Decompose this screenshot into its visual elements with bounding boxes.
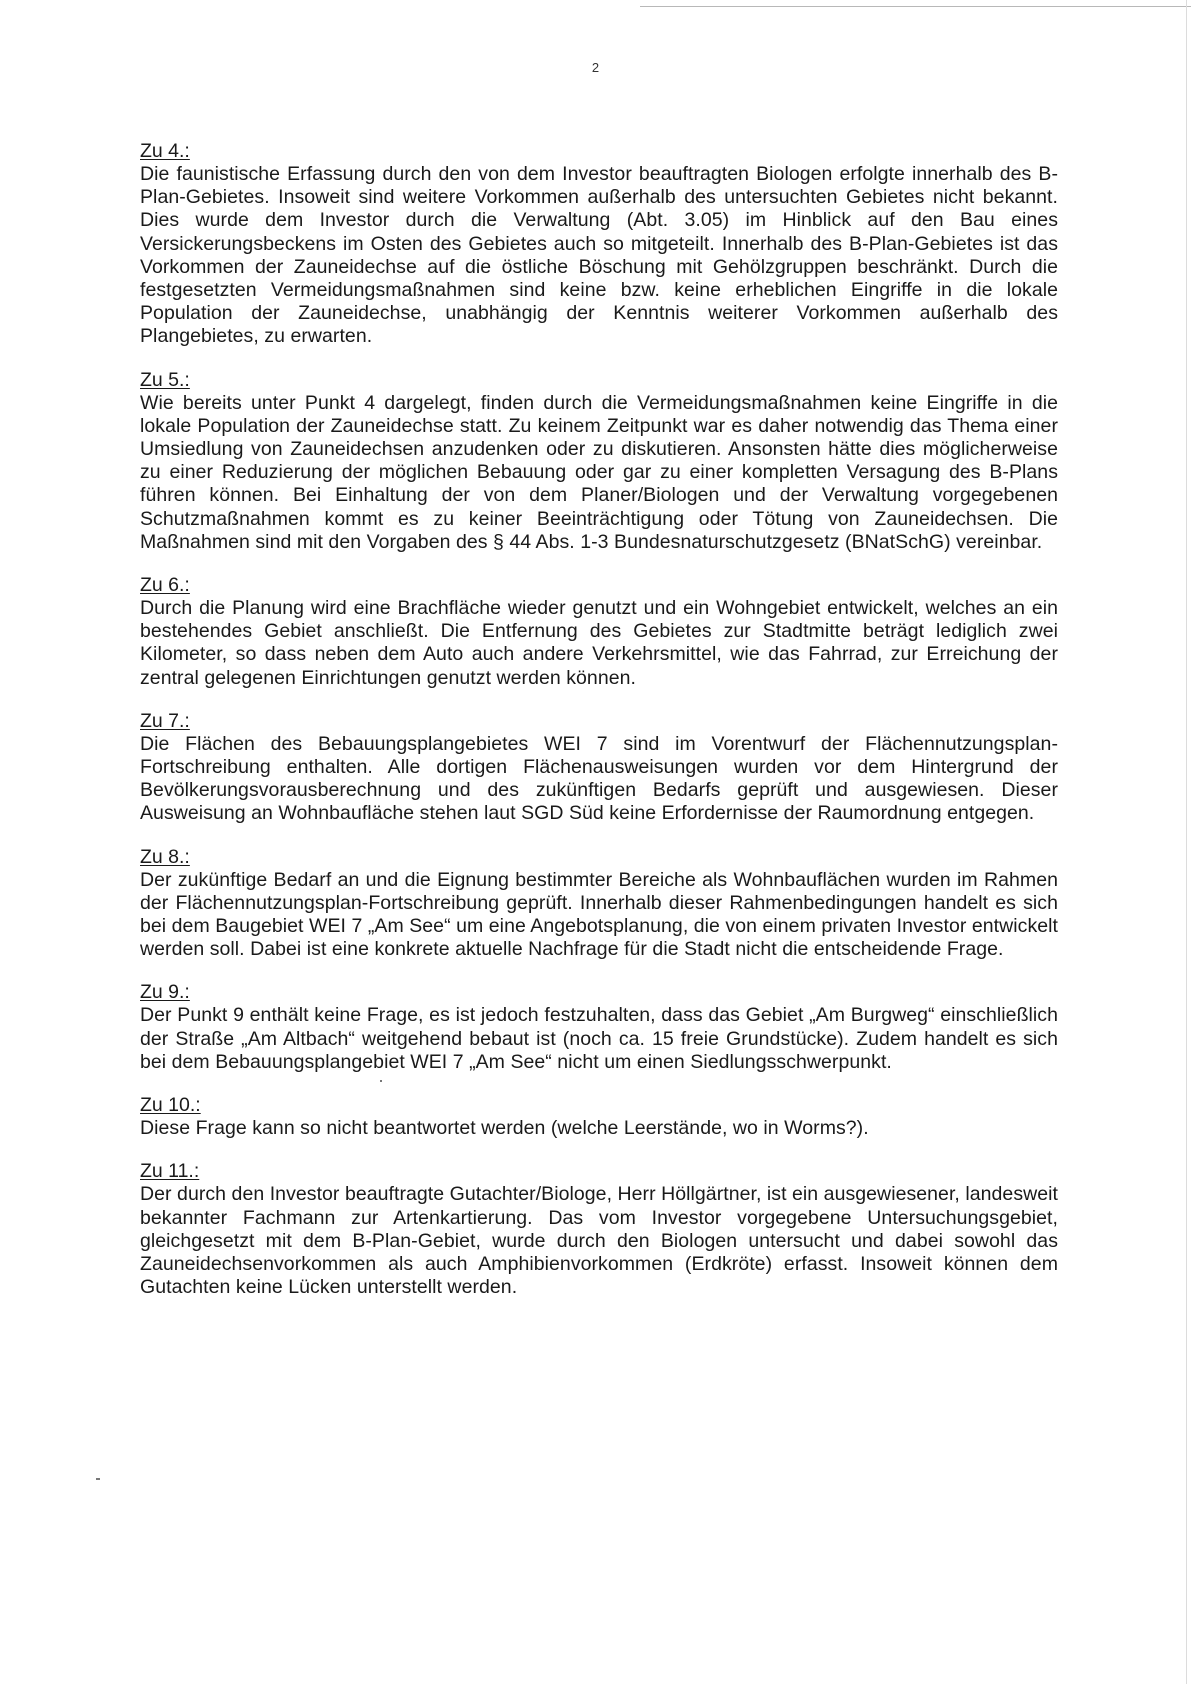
section-paragraph: Der Punkt 9 enthält keine Frage, es ist jedoch festzuhalten, dass das Gebiet „Am Burgweg“ einschließlich der Straße „Am Altbach“ weitgehend bebaut ist (noch ca. 15 freie Grundstücke). Zudem handelt es sich bei dem Bebauungsplangebiet WEI 7 „Am See“ nicht um einen Siedlungsschwerpunkt. (140, 1004, 1058, 1073)
section-zu-5 (140, 369, 1058, 554)
section-paragraph: Der durch den Investor beauftragte Gutachter/Biologe, Herr Höllgärtner, ist ein ausgewiesener, landesweit bekannter Fachmann zur Artenkartierung. Das vom Investor vorgegebene Untersuchungsgebiet, gleichgesetzt mit dem B-Plan-Gebiet, wurde durch den Biologen untersucht und dabei sowohl das Zauneidechsenvorkommen als auch Amphibienvorkommen (Erdkröte) erfasst. Insoweit können dem Gutachten keine Lücken unterstellt werden. (140, 1183, 1058, 1299)
section-heading: Zu 5.: (140, 368, 190, 391)
section-heading: Zu 6.: (140, 574, 190, 597)
section-zu-10 (140, 1094, 1058, 1140)
page-number: 2 (591, 60, 600, 75)
section-zu-9 (140, 981, 1058, 1074)
section-heading: Zu 4.: (140, 140, 190, 162)
section-zu-8 (140, 846, 1058, 962)
section-paragraph: Durch die Planung wird eine Brachfläche wieder genutzt und ein Wohngebiet entwickelt, welches an ein bestehendes Gebiet anschließt. Die Entfernung des Gebietes zur Stadtmitte beträgt lediglich zwei Kilometer, so dass neben dem Auto auch andere Verkehrsmittel, wie das Fahrrad, zur Erreichung der zentral gelegenen Einrichtungen genutzt werden können. (140, 597, 1058, 689)
section-paragraph: Die faunistische Erfassung durch den von dem Investor beauftragten Biologen erfolgte innerhalb des B-Plan-Gebietes. Insoweit sind weitere Vorkommen außerhalb des untersuchten Gebietes nicht bekannt. Dies wurde dem Investor durch die Verwaltung (Abt. 3.05) im Hinblick auf den Bau eines Versickerungsbeckens im Osten des Gebietes auch so mitgeteilt. Innerhalb des B-Plan-Gebietes ist das Vorkommen der Zauneidechse auf die östliche Böschung mit Gehölzgruppen beschränkt. Durch die festgesetzten Vermeidungsmaßnahmen sind keine bzw. keine erheblichen Eingriffe in die lokale Population der Zauneidechse, unabhängig der Kenntnis weiterer Vorkommen außerhalb des Plangebietes, zu erwarten. (140, 163, 1058, 348)
section-heading: Zu 7.: (140, 709, 190, 732)
section-zu-11 (140, 1160, 1058, 1299)
section-paragraph: Wie bereits unter Punkt 4 dargelegt, finden durch die Vermeidungsmaßnahmen keine Eingriffe in die lokale Population der Zauneidechse statt. Zu keinem Zeitpunkt war es daher notwendig das Thema einer Umsiedlung von Zauneidechsen anzudenken oder zu diskutieren. Ansonsten hätte dies möglicherweise zu einer Reduzierung der möglichen Bebauung oder gar zu einer kompletten Versagung des B-Plans führen können. Bei Einhaltung der von dem Planer/Biologen und der Verwaltung vorgegebenen Schutzmaßnahmen kommt es zu keiner Beeinträchtigung oder Tötung von Zauneidechsen. Die Maßnahmen sind mit den Vorgaben des § 44 Abs. 1-3 Bundesnaturschutzgesetz (BNatSchG) vereinbar. (140, 391, 1058, 553)
section-heading: Zu 8.: (140, 845, 190, 868)
scan-speck (96, 1478, 100, 1480)
section-heading: Zu 10.: (140, 1094, 201, 1117)
section-zu-7 (140, 710, 1058, 826)
scan-edge-line-right (1186, 0, 1187, 1684)
section-paragraph: Der zukünftige Bedarf an und die Eignung bestimmter Bereiche als Wohnbauflächen wurden im Rahmen der Flächennutzungsplan-Fortschreibung geprüft. Innerhalb dieser Rahmenbedingungen handelt es sich bei dem Baugebiet WEI 7 „Am See“ um eine Angebotsplanung, die von einem privaten Investor entwickelt werden soll. Dabei ist eine konkrete aktuelle Nachfrage für die Stadt nicht die entscheidende Frage. (140, 868, 1058, 961)
scan-edge-line-top (640, 6, 1191, 7)
section-heading: Zu 11.: (140, 1160, 200, 1183)
section-zu-6 (140, 574, 1058, 690)
section-zu-4 (140, 140, 1058, 349)
section-heading: Zu 9.: (140, 981, 190, 1004)
section-paragraph: Diese Frage kann so nicht beantwortet werden (welche Leerstände, wo in Worms?). (140, 1117, 869, 1140)
document-body (140, 140, 1058, 1319)
section-paragraph: Die Flächen des Bebauungsplangebietes WEI 7 sind im Vorentwurf der Flächennutzungsplan-Fortschreibung enthalten. Alle dortigen Flächenausweisungen wurden vor dem Hintergrund der Bevölkerungsvorausberechnung und des zukünftigen Bedarfs geprüft und ausgewiesen. Dieser Ausweisung an Wohnbaufläche stehen laut SGD Süd keine Erfordernisse der Raumordnung entgegen. (140, 732, 1058, 825)
